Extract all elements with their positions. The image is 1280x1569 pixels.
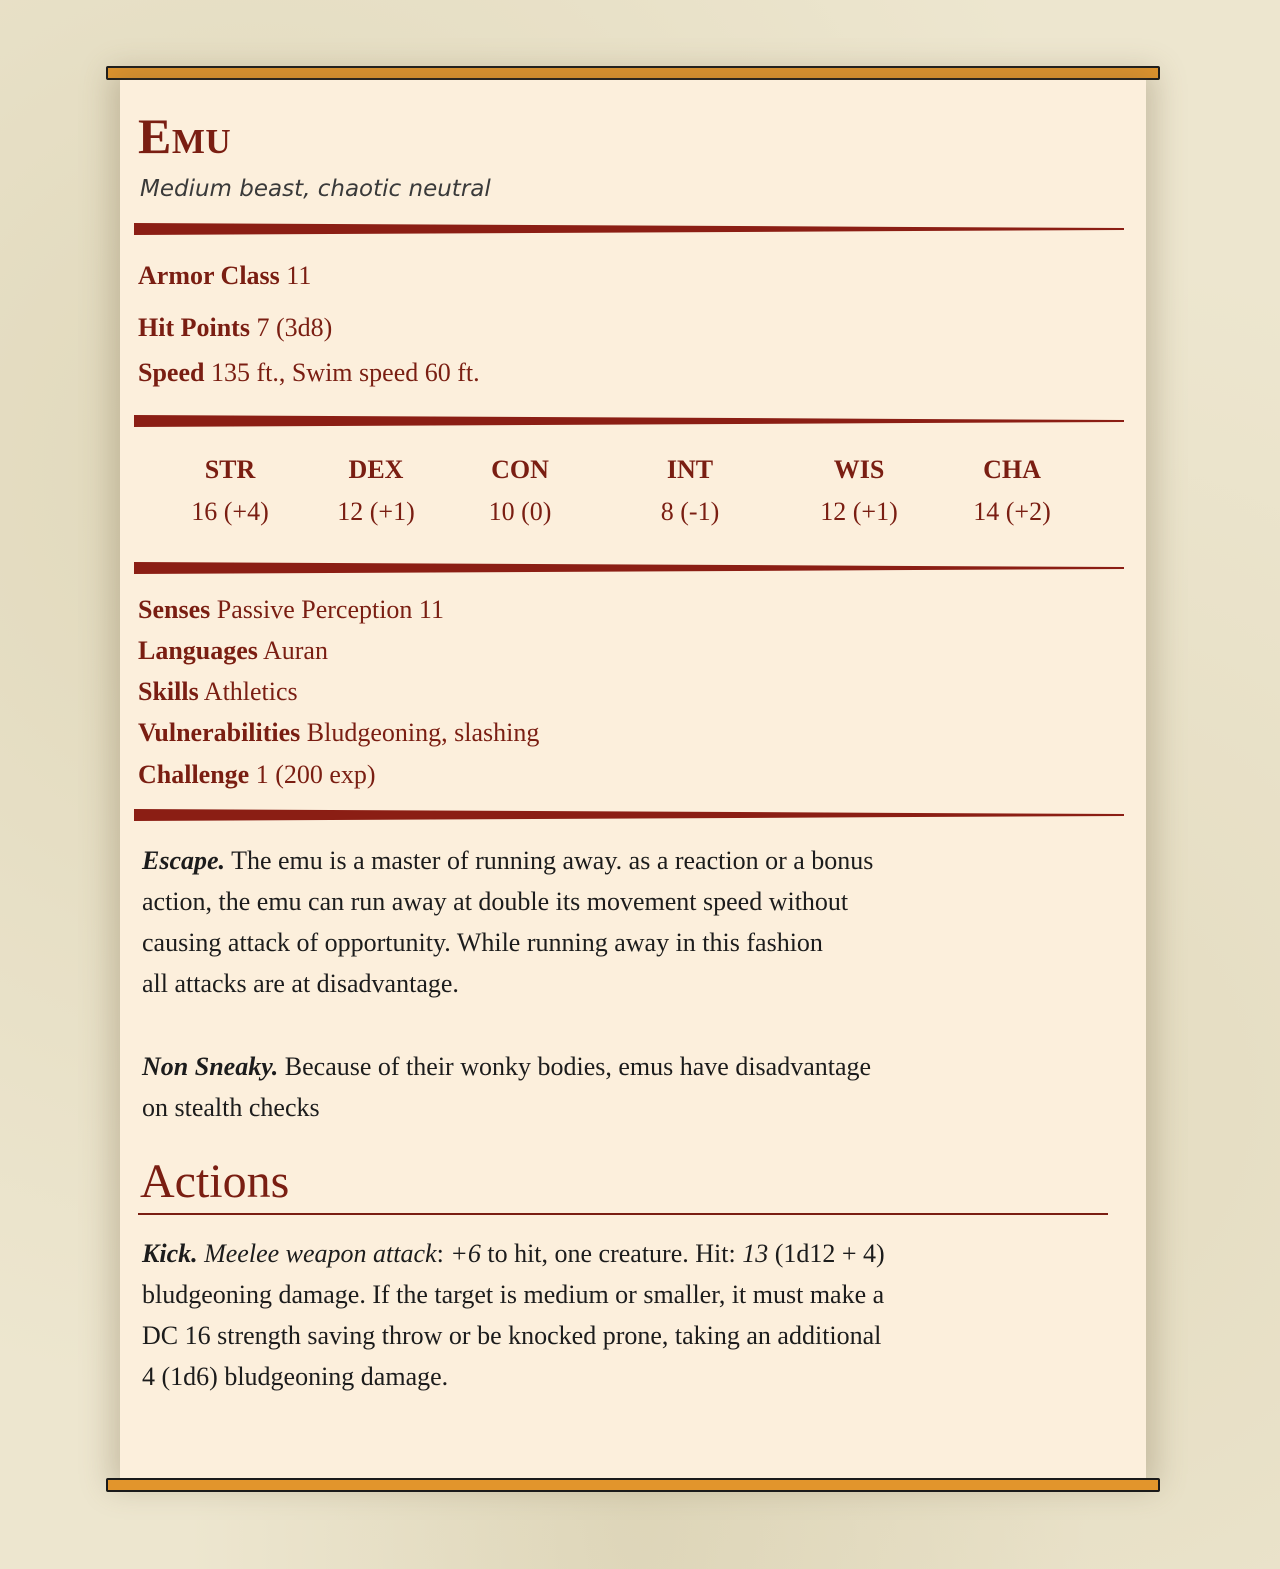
trait-name: Non Sneaky. xyxy=(142,1052,279,1081)
trait-text: all attacks are at disadvantage. xyxy=(142,969,459,998)
monster-name: Emu xyxy=(138,108,232,164)
action-kick xyxy=(142,1233,1092,1397)
ability-label: INT xyxy=(666,455,714,484)
attack-type: Meelee weapon attack xyxy=(204,1239,437,1268)
skills-label: Skills xyxy=(138,677,199,706)
ability-label: DEX xyxy=(348,455,404,484)
ability-str xyxy=(170,453,290,529)
divider-tapered xyxy=(134,808,1124,822)
divider-tapered xyxy=(134,414,1124,428)
senses-label: Senses xyxy=(138,595,211,624)
languages-label: Languages xyxy=(138,636,258,665)
vulnerabilities-value: Bludgeoning, slashing xyxy=(306,718,540,747)
ability-value: 12 (+1) xyxy=(820,497,898,526)
ability-int xyxy=(630,453,750,529)
bottom-scroll-bar xyxy=(106,1478,1160,1492)
ability-value: 14 (+2) xyxy=(973,497,1051,526)
challenge-value: 1 (200 exp) xyxy=(255,760,376,789)
ability-dex xyxy=(316,453,436,529)
divider-tapered xyxy=(134,561,1124,575)
action-name: Kick. xyxy=(142,1239,198,1268)
to-hit-bonus: +6 xyxy=(450,1239,481,1268)
actions-underline xyxy=(138,1213,1108,1215)
languages-line xyxy=(138,634,328,668)
armor-class-value: 11 xyxy=(286,261,312,290)
top-scroll-bar xyxy=(106,66,1160,80)
hit-points-value: 7 (3d8) xyxy=(256,313,333,342)
ability-value: 10 (0) xyxy=(488,497,552,526)
actions-heading: Actions xyxy=(140,1155,290,1208)
hit-points-line xyxy=(138,311,332,345)
senses-line xyxy=(138,593,444,627)
action-text: to hit, one creature. Hit: xyxy=(480,1239,743,1268)
senses-value: Passive Perception 11 xyxy=(216,595,444,624)
trait-text: on stealth checks xyxy=(142,1093,320,1122)
ability-value: 12 (+1) xyxy=(337,497,415,526)
trait-text: Because of their wonky bodies, emus have disadvantage xyxy=(284,1052,872,1081)
trait-text: causing attack of opportunity. While running away in this fashion xyxy=(142,928,823,957)
ability-cha xyxy=(952,453,1072,529)
hit-points-label: Hit Points xyxy=(138,313,250,342)
ability-wis xyxy=(799,453,919,529)
divider-tapered xyxy=(134,222,1124,236)
trait-escape xyxy=(142,840,1092,1004)
trait-non-sneaky xyxy=(142,1046,1092,1128)
ability-label: CHA xyxy=(983,455,1041,484)
ability-value: 8 (-1) xyxy=(660,497,720,526)
attack-colon: : xyxy=(436,1239,444,1268)
trait-name: Escape. xyxy=(142,846,226,875)
speed-line xyxy=(138,356,480,390)
ability-label: WIS xyxy=(833,455,885,484)
speed-value: 135 ft., Swim speed 60 ft. xyxy=(210,358,480,387)
average-damage: 13 xyxy=(742,1239,769,1268)
ability-label: CON xyxy=(491,455,549,484)
monster-type: Medium beast, chaotic neutral xyxy=(140,176,491,202)
vulnerabilities-label: Vulnerabilities xyxy=(138,718,301,747)
ability-value: 16 (+4) xyxy=(191,497,269,526)
skills-line xyxy=(138,675,298,709)
armor-class-label: Armor Class xyxy=(138,261,280,290)
armor-class-line xyxy=(138,259,311,293)
challenge-line xyxy=(138,758,376,792)
languages-value: Auran xyxy=(263,636,328,665)
speed-label: Speed xyxy=(138,358,205,387)
action-text: DC 16 strength saving throw or be knocked prone, taking an additional xyxy=(142,1321,882,1350)
action-text: 4 (1d6) bludgeoning damage. xyxy=(142,1362,449,1391)
action-text: bludgeoning damage. If the target is medium or smaller, it must make a xyxy=(142,1280,885,1309)
challenge-label: Challenge xyxy=(138,760,250,789)
ability-label: STR xyxy=(204,455,256,484)
trait-text: The emu is a master of running away. as a reaction or a bonus xyxy=(231,846,874,875)
vulnerabilities-line xyxy=(138,716,539,750)
trait-text: action, the emu can run away at double its movement speed without xyxy=(142,887,849,916)
skills-value: Athletics xyxy=(203,677,298,706)
ability-con xyxy=(460,453,580,529)
damage-dice: (1d12 + 4) xyxy=(768,1239,885,1268)
